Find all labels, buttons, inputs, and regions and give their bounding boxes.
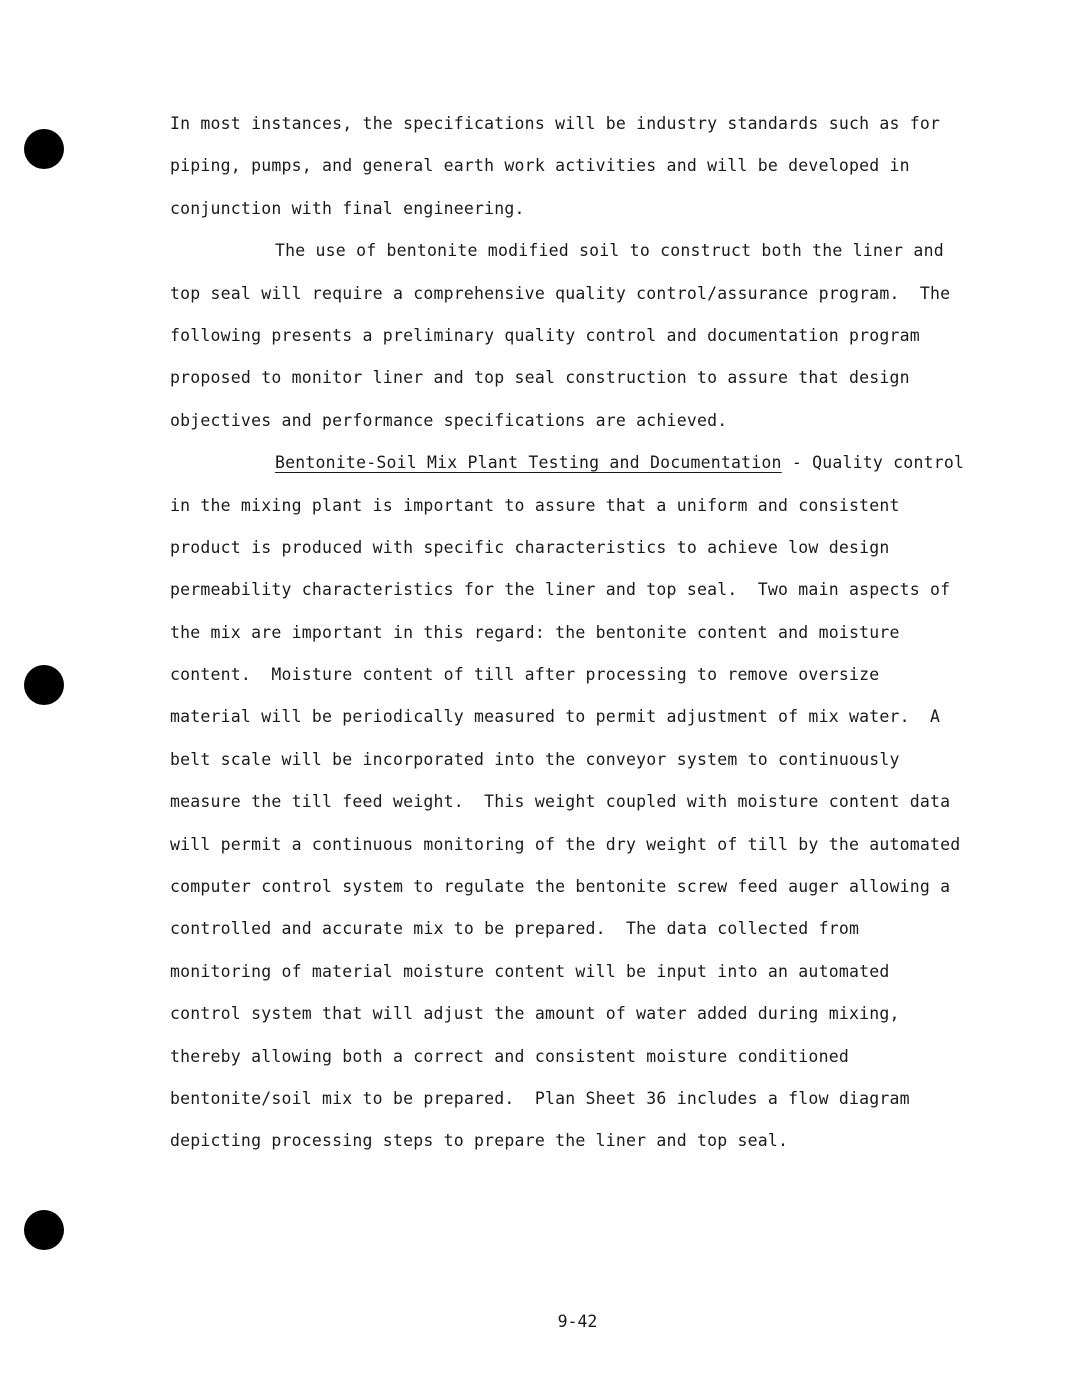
paragraph-3-line: monitoring of material moisture content will be input into an automated xyxy=(170,961,890,981)
section-heading: Bentonite-Soil Mix Plant Testing and Documentation xyxy=(275,453,782,473)
paragraph-2-line: The use of bentonite modified soil to construct both the liner and xyxy=(275,241,944,261)
paragraph-3-first-line xyxy=(170,442,1005,484)
paragraph-1-line: piping, pumps, and general earth work activities and will be developed in xyxy=(170,156,910,176)
paragraph-1-line: In most instances, the specifications will be industry standards such as for xyxy=(170,114,941,133)
paragraph-3-line: control system that will adjust the amount of water added during mixing, xyxy=(170,1004,900,1024)
paragraph-1-line: conjunction with final engineering. xyxy=(170,198,525,218)
page-number: 9-42 xyxy=(557,1312,598,1331)
paragraph-2-line: following presents a preliminary quality control and documentation program xyxy=(170,325,920,345)
paragraph-3-line: will permit a continuous monitoring of the dry weight of till by the automated xyxy=(170,834,961,854)
paragraph-3-line: in the mixing plant is important to assure that a uniform and consistent xyxy=(170,495,900,515)
paragraph-2-line: proposed to monitor liner and top seal construction to assure that design xyxy=(170,368,910,388)
paragraph-3-line: thereby allowing both a correct and consistent moisture conditioned xyxy=(170,1046,849,1066)
paragraph-3-line: belt scale will be incorporated into the conveyor system to continuously xyxy=(170,749,900,769)
paragraph-3-line: the mix are important in this regard: the bentonite content and moisture xyxy=(170,622,900,642)
punch-hole-bottom xyxy=(24,1210,64,1250)
paragraph-2-line: top seal will require a comprehensive quality control/assurance program. The xyxy=(170,283,951,303)
section-heading-tail: - Quality control xyxy=(781,453,965,473)
paragraph-3-line: product is produced with specific characteristics to achieve low design xyxy=(170,537,890,557)
punch-hole-top xyxy=(24,129,64,169)
paragraph-3-line: bentonite/soil mix to be prepared. Plan Sheet 36 includes a flow diagram xyxy=(170,1088,910,1108)
paragraph-3-line: content. Moisture content of till after processing to remove oversize xyxy=(170,665,880,685)
paragraph-3-line: depicting processing steps to prepare the liner and top seal. xyxy=(170,1131,789,1151)
paragraph-3-line: material will be periodically measured to permit adjustment of mix water. A xyxy=(170,707,941,727)
punch-hole-middle xyxy=(24,665,64,705)
paragraph-3-line: computer control system to regulate the bentonite screw feed auger allowing a xyxy=(170,877,951,897)
paragraph-3-line: controlled and accurate mix to be prepared. The data collected from xyxy=(170,919,860,939)
paragraph-3-line: permeability characteristics for the liner and top seal. Two main aspects of xyxy=(170,580,951,600)
paragraph-3-line: measure the till feed weight. This weight coupled with moisture content data xyxy=(170,792,951,812)
paragraph-2-line: objectives and performance specifications are achieved. xyxy=(170,410,728,430)
document-body xyxy=(170,103,1005,1163)
